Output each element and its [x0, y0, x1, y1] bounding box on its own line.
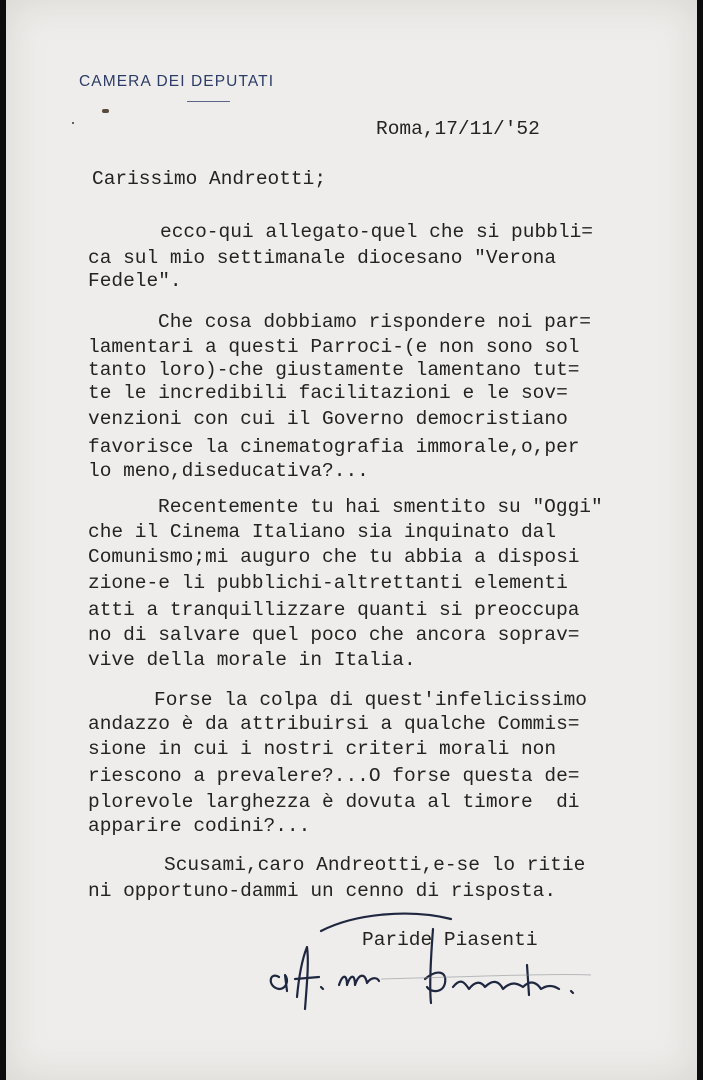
body-line: riescono a prevalere?...O forse questa de= — [88, 765, 580, 787]
body-line: Comunismo;mi auguro che tu abbia a disposi — [88, 546, 580, 568]
body-line: ni opportuno-dammi un cenno di risposta. — [88, 880, 557, 902]
body-line: Fedele". — [88, 270, 182, 292]
body-line: andazzo è da attribuirsi a qualche Commis= — [88, 713, 580, 735]
body-line: no di salvare quel poco che ancora soprav= — [88, 624, 580, 646]
body-line: sione in cui i nostri criteri morali non — [88, 738, 557, 760]
body-line: lo meno,diseducativa?... — [88, 460, 369, 482]
body-line: apparire codini?... — [88, 815, 311, 837]
body-line: ecco-qui allegato-quel che si pubbli= — [160, 221, 593, 243]
body-line: te le incredibili facilitazioni e le sov= — [88, 382, 568, 404]
body-line: atti a tranquillizzare quanti si preoccupa — [88, 599, 580, 621]
body-line: Scusami,caro Andreotti,e-se lo ritie — [164, 854, 586, 876]
body-line: tanto loro)-che giustamente lamentano tut= — [88, 359, 580, 381]
body-line: vive della morale in Italia. — [88, 649, 416, 671]
letter-date: Roma,17/11/'52 — [376, 118, 540, 140]
body-line: plorevole larghezza è dovuta al timore di — [88, 791, 580, 813]
ink-blot — [102, 109, 109, 113]
paper-speck — [72, 122, 74, 124]
body-line: ca sul mio settimanale diocesano "Verona — [88, 247, 557, 269]
body-line: Che cosa dobbiamo rispondere noi par= — [158, 311, 591, 333]
letterhead-rule — [187, 101, 230, 102]
body-line: Recentemente tu hai smentito su "Oggi" — [158, 496, 603, 518]
letterhead: CAMERA DEI DEPUTATI — [79, 73, 275, 90]
body-line: lamentari a questi Parroci-(e non sono sol — [88, 336, 580, 358]
body-line: zione-e li pubblichi-altrettanti elementi — [88, 572, 568, 594]
letter-page — [6, 0, 697, 1080]
body-line: venzioni con cui il Governo democristiano — [88, 408, 568, 430]
body-line: Forse la colpa di quest'infelicissimo — [154, 689, 587, 711]
body-line: che il Cinema Italiano sia inquinato dal — [88, 521, 557, 543]
signature-name: Paride Piasenti — [362, 929, 538, 951]
handwritten-signature — [261, 905, 591, 1020]
body-line: favorisce la cinematografia immorale,o,per — [88, 436, 580, 458]
salutation: Carissimo Andreotti; — [92, 168, 327, 190]
